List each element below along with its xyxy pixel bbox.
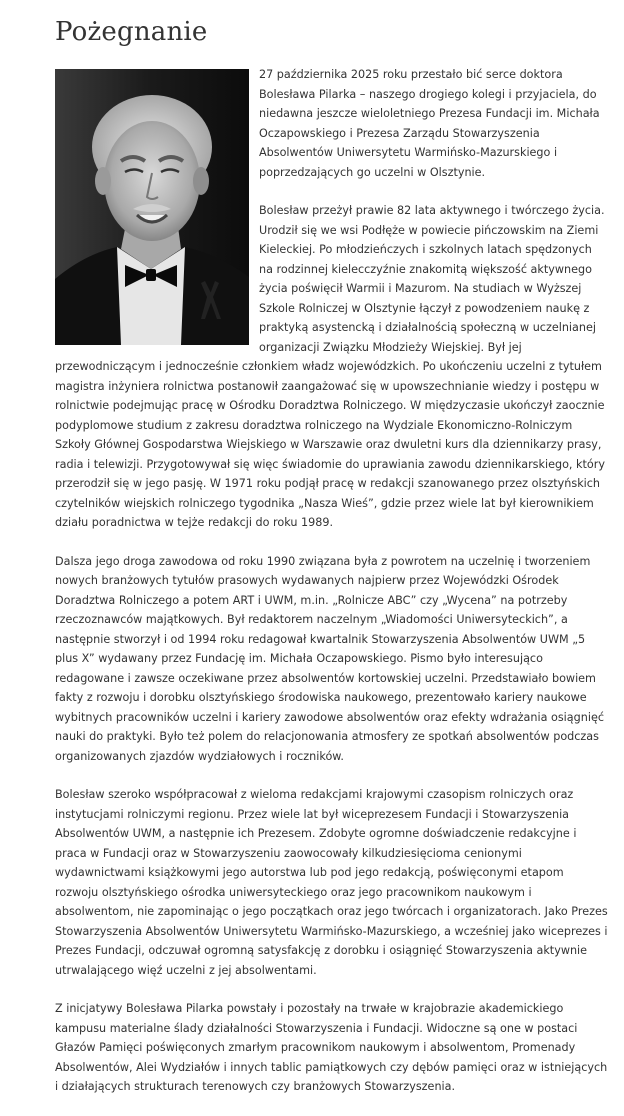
paragraph: Dalsza jego droga zawodowa od roku 1990 związana była z powrotem na uczelnię i tworzeniem nowych branżowych tytułów prasowych wydawanych najpierw przez Wojewódzki Ośrodek Doradztwa Rolniczego a potem ART i UWM, m.in. „Rolnicze ABC” czy „Wycena” na potrzeby rzeczoznawców majątkowych. Był redaktorem naczelnym „Wiadomości Uniwersyteckich”, a następnie stworzył i od 1994 roku redagował kwartalnik Stowarzyszenia Absolwentów UWM „5 plus X” wydawany przez Fundację im. Michała Oczapowskiego. Pismo było interesująco redagowane i zawsze oczekiwane przez absolwentów kortowskiej uczelni. Przedstawiało bowiem fakty z rozwoju i dorobku olsztyńskiego środowiska naukowego, prezentowało kariery naukowe wybitnych pracowników uczelni i kariery zawodowe absolwentów oraz efekty wdrażania osiągnięć nauki do praktyki. Było też polem do relacjonowania atmosfery ze spotkań absolwentów podczas organizowanych zjazdów wydziałowych i roczników. (55, 554, 604, 763)
paragraph: Bolesław przeżył prawie 82 lata aktywnego i twórczego życia. Urodził się we wsi Podłęże w powiecie pińczowskim na Ziemi Kieleckiej. Po młodzieńczych i szkolnych latach spędzonych na rodzinnej kielecczyźnie znakomitą większość aktywnego życia poświęcił Warmii i Mazurom. Na studiach w Wyższej Szkole Rolniczej w Olsztynie łączył z powodzeniem naukę z praktyką asystencką i działalnością społeczną w uczelnianej organizacji Związku Młodzieży Wiejskiej. Był jej przewodniczącym i jednocześnie członkiem władz wojewódzkich. Po ukończeniu uczelni z tytułem magistra inżyniera rolnictwa postanowił zaangażować się w upowszechnianie wiedzy i postępu w rolnictwie podejmując pracę w Ośrodku Doradztwa Rolniczego. W międzyczasie ukończył zaocznie podyplomowe studium z zakresu doradztwa rolniczego na Wydziale Ekonomiczno-Rolniczym Szkoły Głównej Gospodarstwa Wiejskiego w Warszawie oraz dwuletni kurs dla dziennikarzy prasy, radia i telewizji. Przygotowywał się więc świadomie do uprawiania zawodu dziennikarskiego, który przerodził się w jego pasję. W 1971 roku podjął pracę w redakcji szanowanego przez olsztyńskich czytelników wiejskich rolniczego tygodnika „Nasza Wieś”, gdzie przez wiele lat był kierownikiem działu poradnictwa w tejże redakcji do roku 1989. (55, 204, 605, 529)
paragraph: Bolesław szeroko współpracował z wieloma redakcjami krajowymi czasopism rolniczych oraz instytucjami rolniczymi regionu. Przez wiele lat był wiceprezesem Fundacji i Stowarzyszenia Absolwentów UWM, a następnie ich Prezesem. Zdobyte ogromne doświadczenie redakcyjne i praca w Fundacji oraz w Stowarzyszeniu zaowocowały kilkudziesięcioma cenionymi wydawnictwami książkowymi jego autorstwa lub pod jego redakcją, poświęconymi etapom rozwoju olsztyńskiego ośrodka uniwersyteckiego oraz jego pracownikom naukowym i absolwentom, nie zapominając o jego początkach oraz jego twórcach i organizatorach. Jako Prezes Stowarzyszenia Absolwentów Uniwersytetu Warmińsko-Mazurskiego, a wcześniej jako wiceprezes i Prezes Fundacji, odczuwał ogromną satysfakcję z dorobku i osiągnięć Stowarzyszenia aktywnie utrwalającego więź uczelni z jej absolwentami. (55, 788, 608, 977)
paragraph: Z inicjatywy Bolesława Pilarka powstały i pozostały na trwałe w krajobrazie akademickiego kampusu materialne ślady działalności Stowarzyszenia i Fundacji. Widoczne są one w postaci Głazów Pamięci poświęconych zmarłym pracownikom naukowym i absolwentom, Promenady Absolwentów, Alei Wydziałów i innych tablic pamiątkowych czy dębów pamięci oraz w istniejących i działających strukturach terenowych czy branżowych Stowarzyszenia. (55, 1002, 608, 1093)
paragraph: 27 października 2025 roku przestało bić serce doktora Bolesława Pilarka – naszego drogiego kolegi i przyjaciela, do niedawna jeszcze wieloletniego Prezesa Fundacji im. Michała Oczapowskiego i Prezesa Zarządu Stowarzyszenia Absolwentów Uniwersytetu Warmińsko-Mazurskiego i poprzedzających go uczelni w Olsztynie. (259, 68, 600, 179)
article (55, 0, 608, 1116)
page-title: Pożegnanie (55, 17, 208, 47)
portrait-photo (55, 69, 249, 345)
